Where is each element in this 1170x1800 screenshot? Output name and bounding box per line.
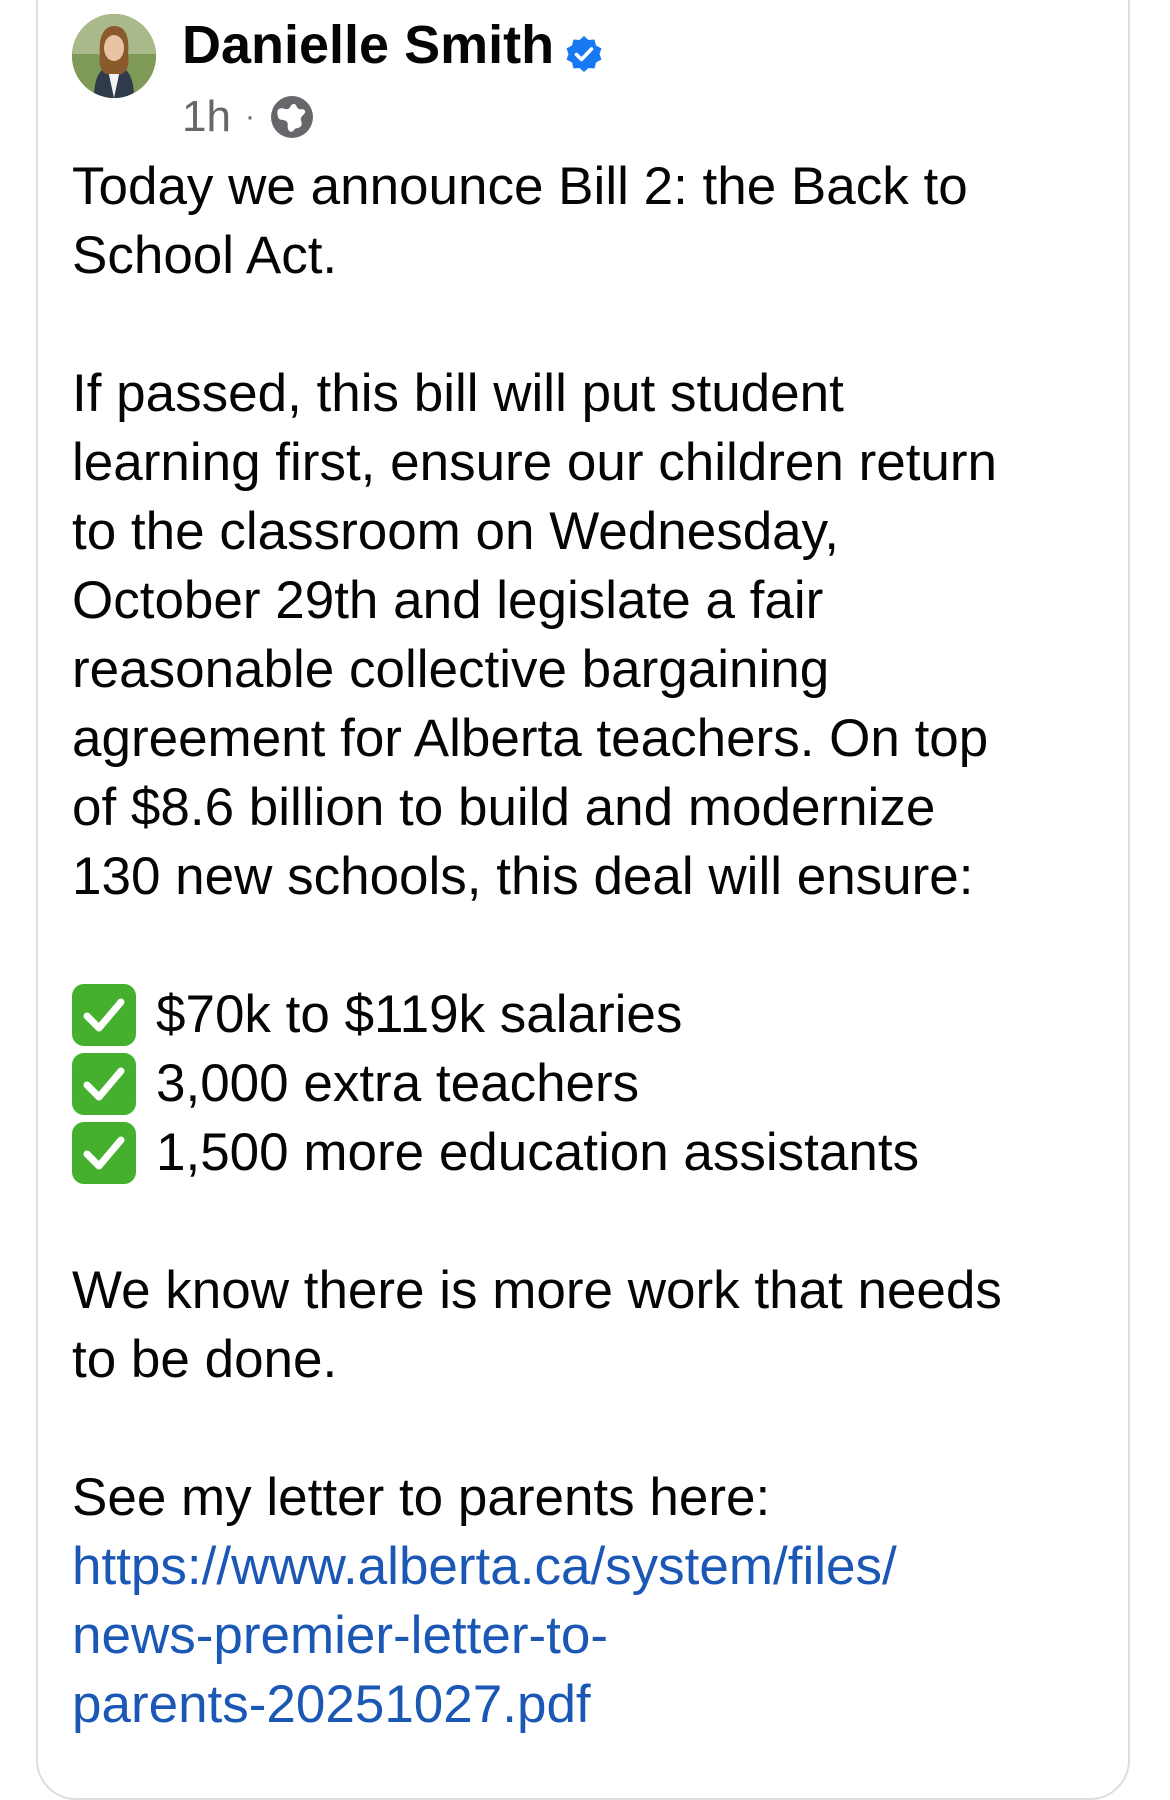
link-line[interactable]: parents-20251027.pdf [72, 1675, 591, 1734]
post-details [72, 359, 1112, 911]
post-meta [182, 92, 315, 142]
checklist-item-text: $70k to $119k salaries [156, 985, 683, 1044]
closing-line: to be done. [72, 1330, 338, 1389]
post-checklist [72, 980, 1112, 1187]
author-name-text[interactable]: Danielle Smith [182, 15, 555, 75]
globe-icon[interactable] [269, 94, 315, 140]
post-letter [72, 1463, 1112, 1739]
closing-line: We know there is more work that needs [72, 1261, 1002, 1320]
intro-line: Today we announce Bill 2: the Back to [72, 157, 968, 216]
checklist-item [72, 1118, 1112, 1187]
checklist-item [72, 980, 1112, 1049]
letter-link[interactable] [72, 1532, 1112, 1739]
intro-line: School Act. [72, 226, 338, 285]
post-text [72, 152, 1112, 1739]
post-intro [72, 152, 1112, 290]
avatar[interactable] [72, 14, 156, 98]
checklist-item-text: 3,000 extra teachers [156, 1054, 640, 1113]
post-header [72, 14, 1072, 141]
body-line: of $8.6 billion to build and modernize [72, 778, 936, 837]
post-time[interactable]: 1h [182, 92, 231, 141]
link-line[interactable]: news-premier-letter-to- [72, 1606, 609, 1665]
check-mark-icon [72, 1122, 136, 1184]
checklist-item [72, 1049, 1112, 1118]
checklist-item-text: 1,500 more education assistants [156, 1123, 920, 1182]
body-line: to the classroom on Wednesday, [72, 502, 839, 561]
verified-badge-icon [564, 25, 604, 65]
body-line: agreement for Alberta teachers. On top [72, 709, 989, 768]
body-line: learning first, ensure our children return [72, 433, 998, 492]
link-line[interactable]: https://www.alberta.ca/system/files/ [72, 1537, 897, 1596]
body-line: 130 new schools, this deal will ensure: [72, 847, 974, 906]
check-mark-icon [72, 984, 136, 1046]
body-line: October 29th and legislate a fair [72, 571, 824, 630]
letter-label: See my letter to parents here: [72, 1468, 771, 1527]
body-line: reasonable collective bargaining [72, 640, 830, 699]
post-closing [72, 1256, 1112, 1394]
meta-separator: · [244, 100, 255, 133]
body-line: If passed, this bill will put student [72, 364, 844, 423]
author-name[interactable] [182, 14, 604, 76]
check-mark-icon [72, 1053, 136, 1115]
